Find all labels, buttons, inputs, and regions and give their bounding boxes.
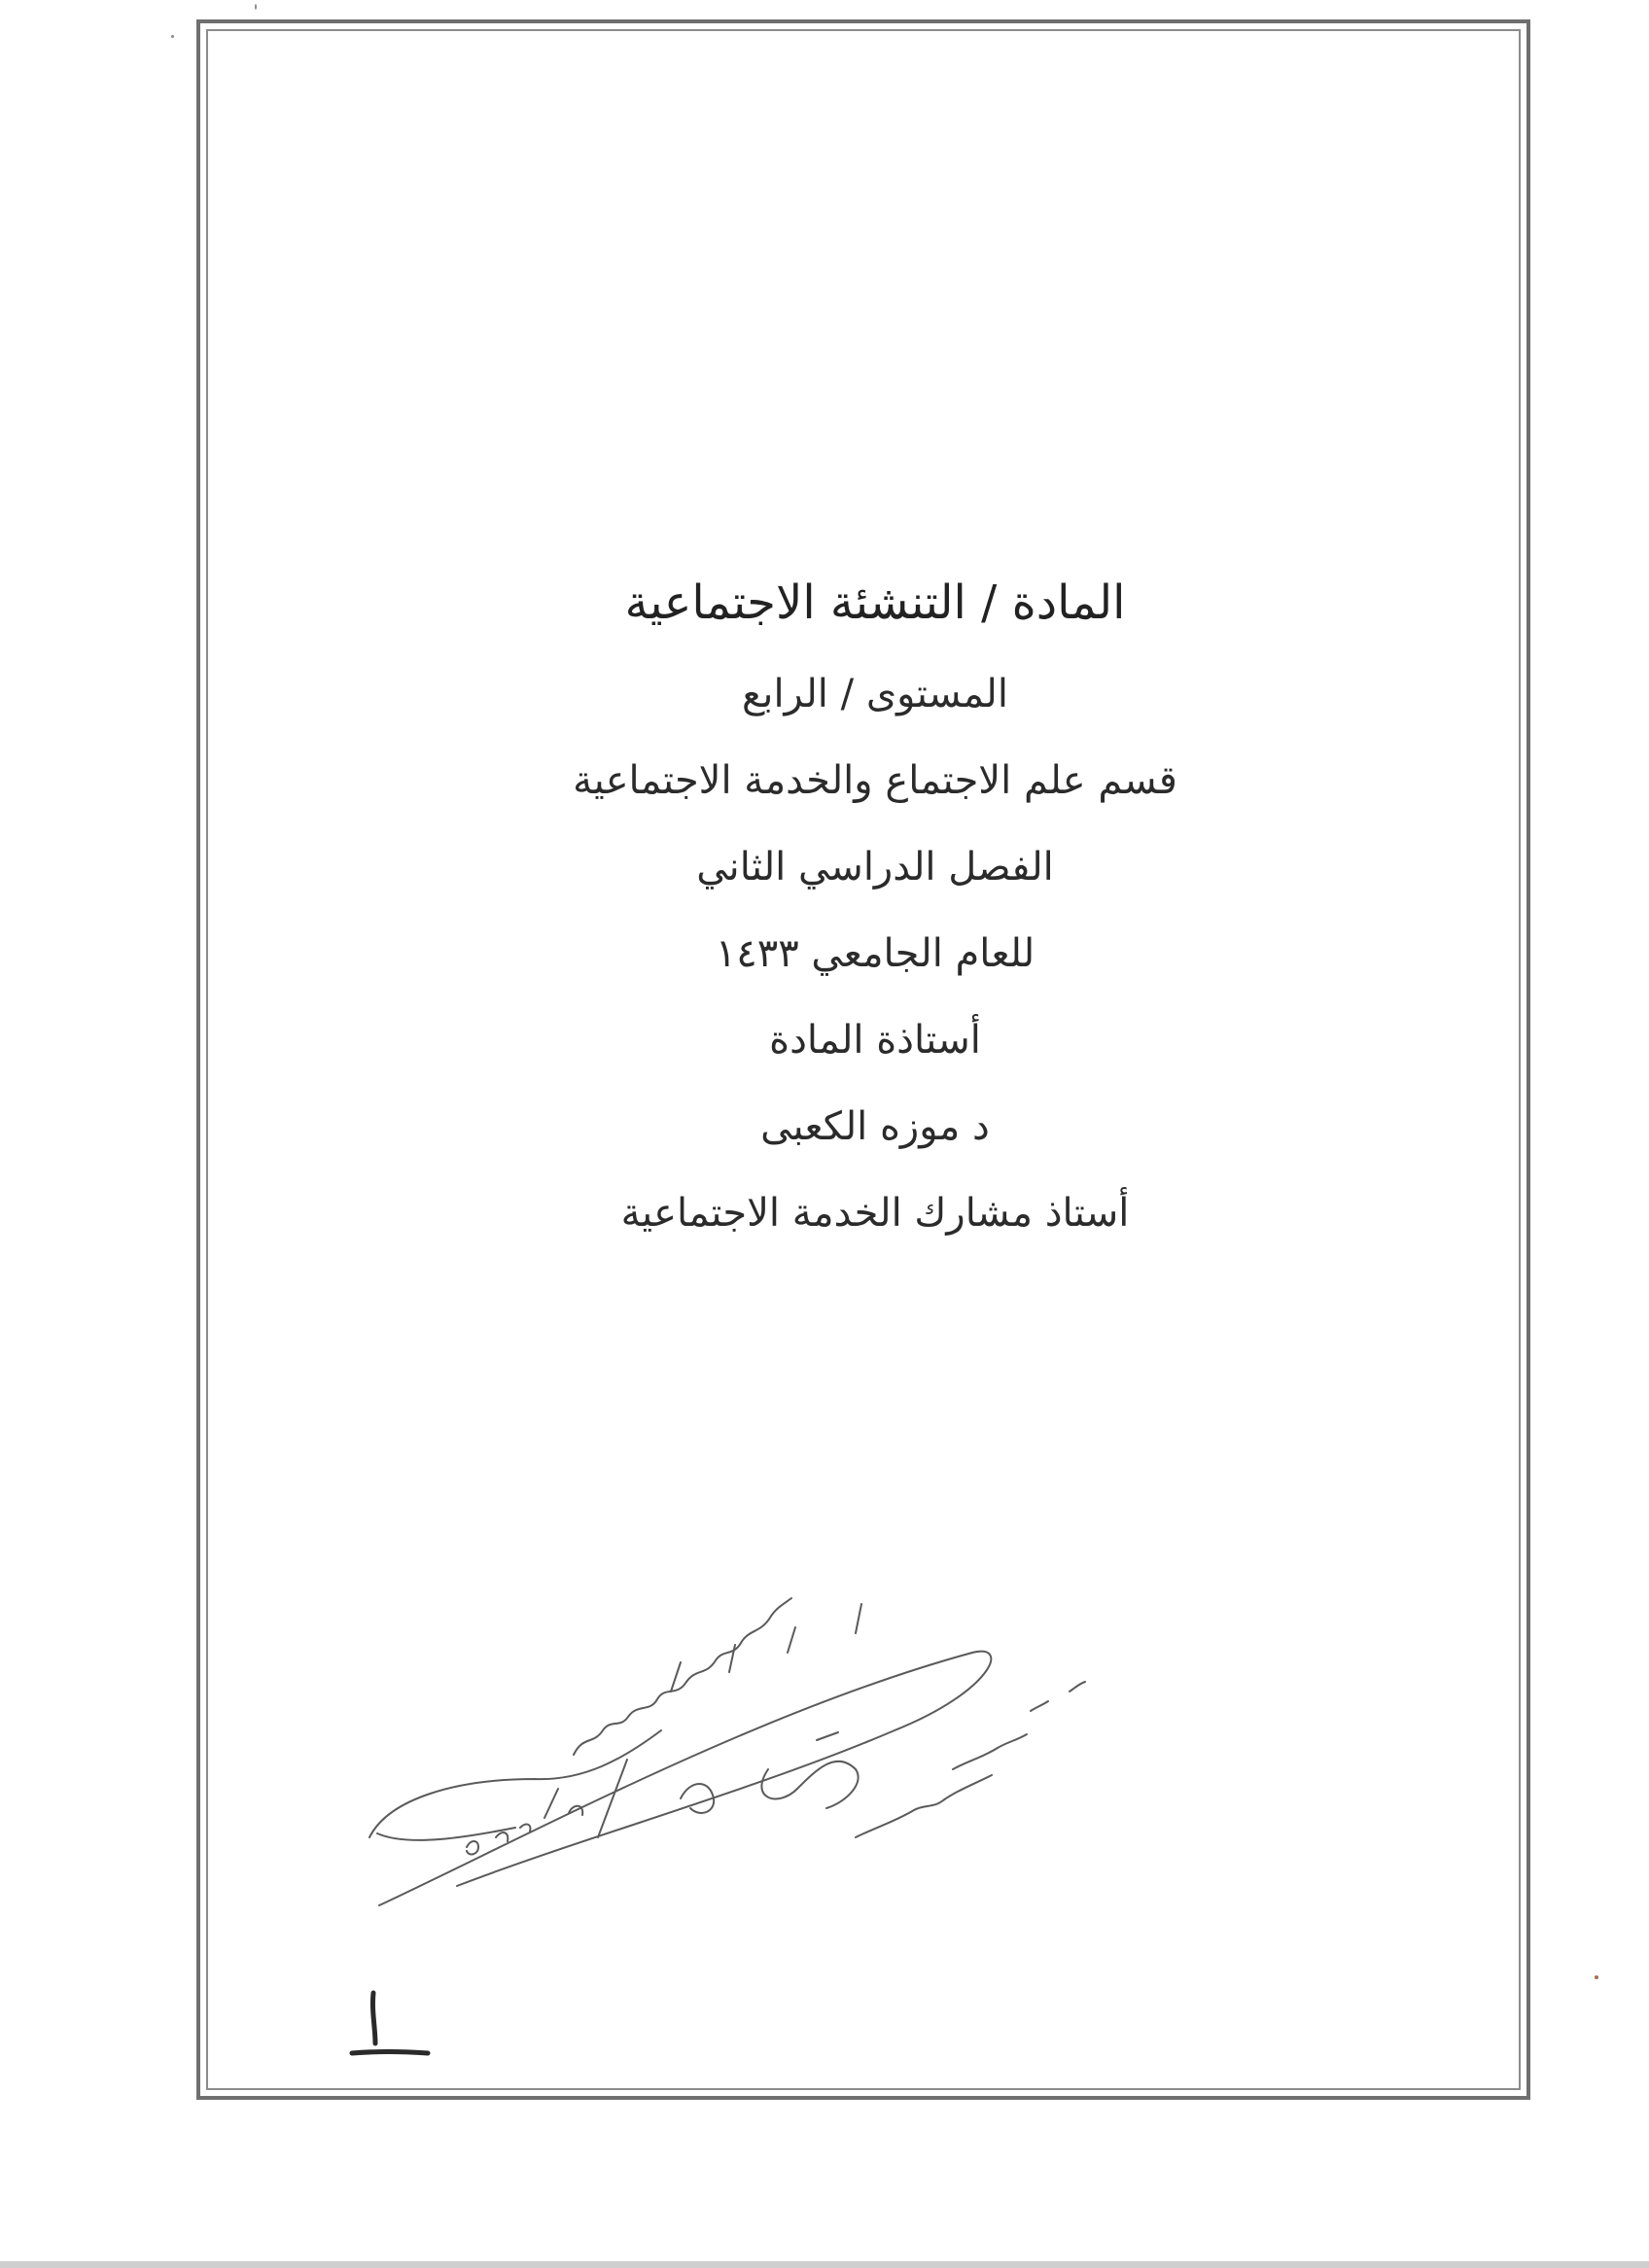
page-number-handwritten: [346, 1983, 434, 2061]
level-line: المستوى / الرابع: [742, 672, 1008, 716]
date-fragment: [467, 1789, 582, 1854]
scan-speck: [1595, 1975, 1598, 1979]
academic-year-line: للعام الجامعي ١٤٣٣: [715, 931, 1035, 976]
handwritten-signature: [350, 1546, 1108, 1935]
signature-name-scribble: [1031, 1682, 1085, 1711]
signature-initials: [761, 1762, 858, 1808]
instructor-rank: أستاذ مشارك الخدمة الاجتماعية: [620, 1191, 1130, 1236]
page-number-underline: [352, 2052, 428, 2054]
instructor-heading: أستاذة المادة: [769, 1018, 981, 1063]
handwritten-note-scribble: [671, 1604, 861, 1692]
signature-dash: [817, 1732, 838, 1740]
scan-edge: [0, 2261, 1649, 2268]
semester-line: الفصل الدراسي الثاني: [696, 845, 1054, 890]
instructor-name: د موزه الكعبى: [760, 1104, 990, 1149]
department-line: قسم علم الاجتماع والخدمة الاجتماعية: [573, 758, 1177, 803]
signature-loop: [379, 1652, 991, 1905]
page-number-digit: [372, 1993, 375, 2043]
signature-name-scribble: [856, 1734, 1027, 1837]
signature-stroke: [377, 1828, 515, 1840]
course-title: المادة / التنشئة الاجتماعية: [624, 576, 1126, 630]
cover-text-block: [486, 574, 1264, 1276]
handwritten-note-scribble: [574, 1598, 791, 1755]
scan-speck: [171, 35, 174, 38]
scan-speck: [255, 4, 257, 10]
